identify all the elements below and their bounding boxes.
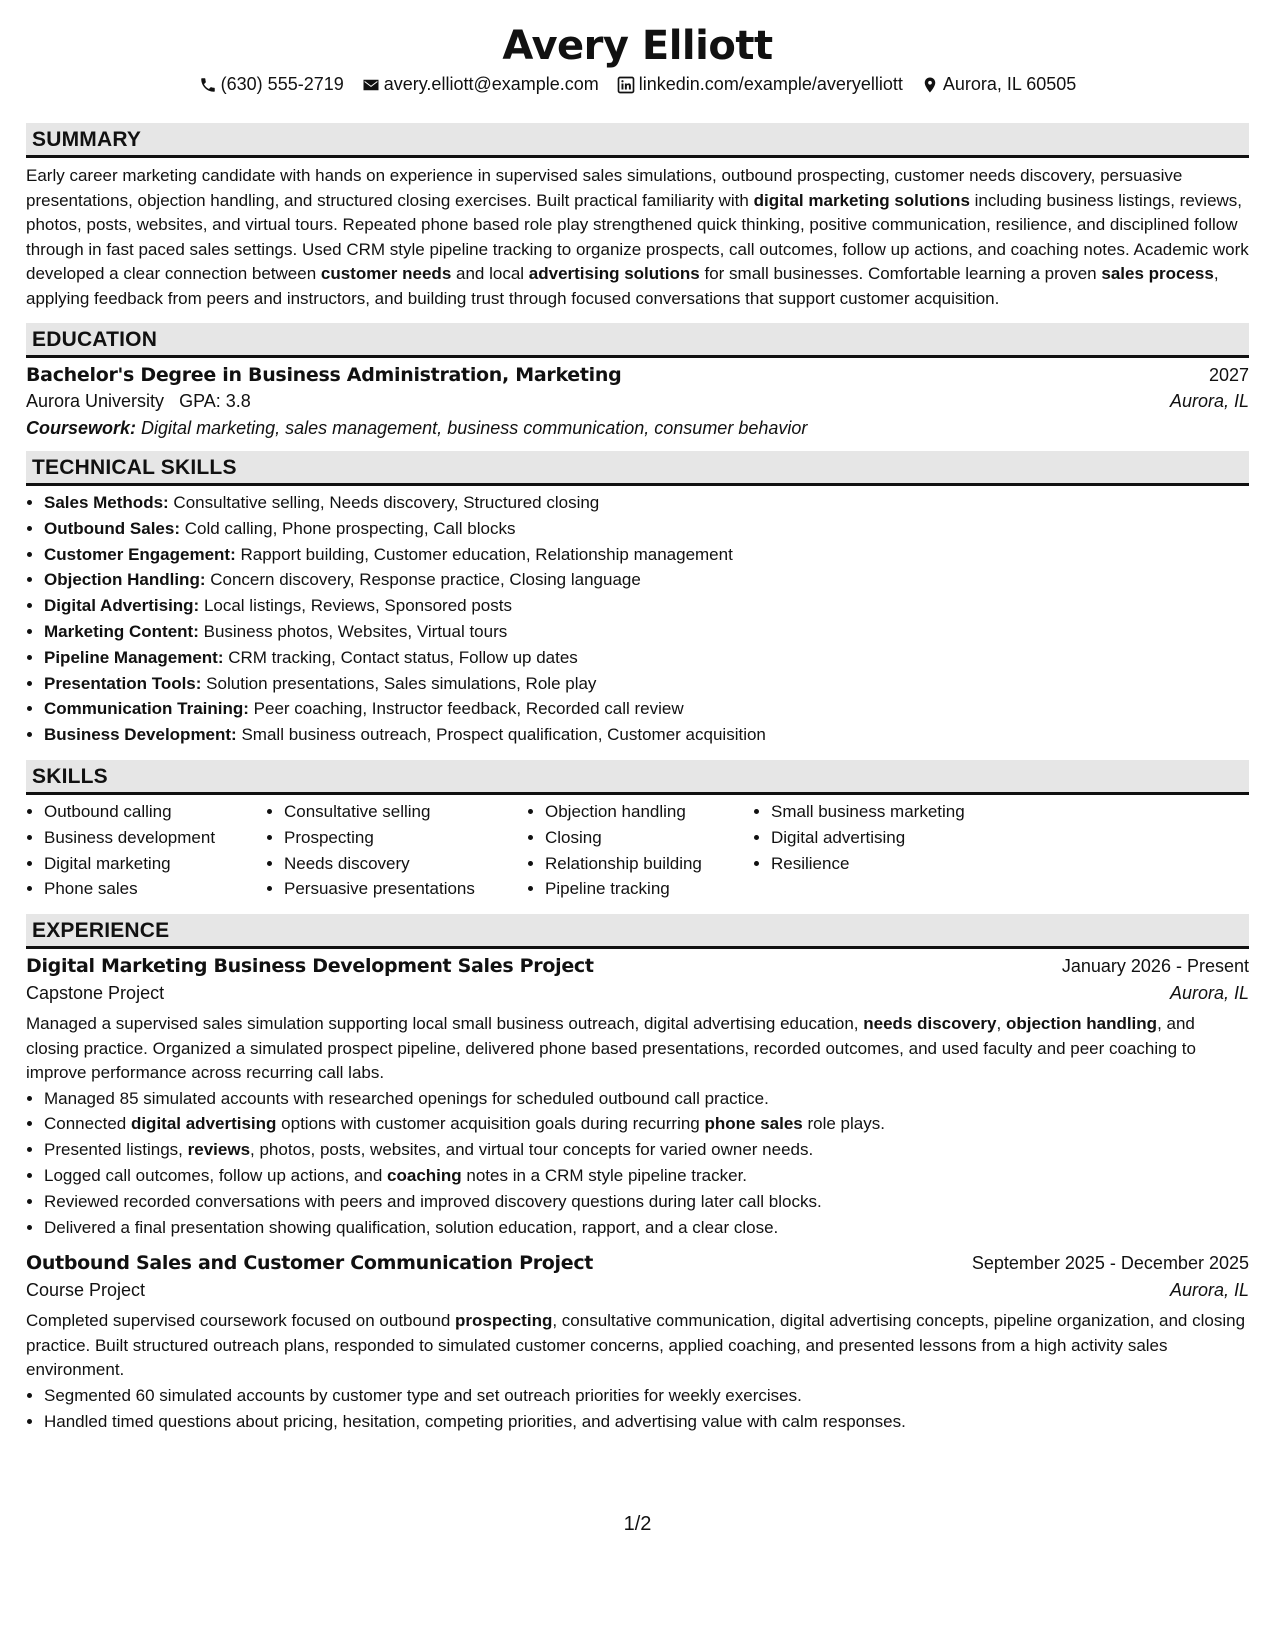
email-text: avery.elliott@example.com — [383, 74, 599, 94]
contact-email[interactable] — [362, 74, 599, 95]
skills-column — [26, 799, 266, 902]
text-run: Reviewed recorded conversations with peers and improved discovery questions during later call blocks. — [44, 1191, 822, 1211]
skill-item: • Small business marketing — [771, 799, 1021, 825]
page-number: 1/2 — [623, 1513, 652, 1535]
skill-item: • Resilience — [771, 851, 1021, 877]
skill-values: Rapport building, Customer education, Relationship management — [235, 544, 733, 564]
bold-text: digital advertising — [130, 1114, 277, 1134]
text-run: Managed 85 simulated accounts with researched openings for scheduled outbound call practice. — [44, 1088, 769, 1108]
skill-item: • Relationship building — [545, 851, 753, 877]
school-location: Aurora, IL — [1169, 391, 1249, 411]
bold-text: prospecting — [455, 1311, 553, 1331]
phone-icon — [199, 76, 217, 94]
technical-skill-item — [44, 671, 1249, 697]
bold-text: reviews — [187, 1140, 251, 1160]
skill-values: Cold calling, Phone prospecting, Call blocks — [180, 518, 516, 538]
bold-text: phone sales — [704, 1114, 803, 1134]
skill-values: Solution presentations, Sales simulations, Role play — [201, 673, 597, 693]
contact-phone[interactable] — [199, 74, 344, 95]
experience-list — [26, 955, 1249, 1434]
skill-category: Customer Engagement: — [44, 544, 236, 564]
skill-values: Business photos, Websites, Virtual tours — [198, 621, 508, 641]
summary-heading: SUMMARY — [26, 123, 1249, 158]
school-line — [26, 391, 251, 412]
bold-text: sales process — [1101, 264, 1214, 283]
skill-values: Local listings, Reviews, Sponsored posts — [199, 596, 512, 616]
skill-category: Marketing Content: — [44, 621, 199, 641]
job-bullet — [44, 1383, 1249, 1409]
text-run: Completed supervised coursework focused on outbound — [26, 1311, 456, 1331]
text-run: Delivered a final presentation showing qualification, solution education, rapport, and a clear close. — [44, 1217, 779, 1237]
coursework-line — [26, 418, 1249, 439]
skill-category: Presentation Tools: — [44, 673, 202, 693]
technical-skill-item — [44, 567, 1249, 593]
skill-item: • Business development — [44, 825, 266, 851]
bold-text: coaching — [387, 1166, 462, 1186]
text-run: , photos, posts, websites, and virtual tour concepts for varied owner needs. — [250, 1140, 814, 1160]
job-title: Outbound Sales and Customer Communication Project — [26, 1252, 594, 1275]
skill-category: Communication Training: — [44, 699, 249, 719]
bold-text: advertising solutions — [528, 264, 700, 283]
contact-linkedin[interactable] — [617, 74, 903, 95]
location-text: Aurora, IL 60505 — [942, 74, 1077, 94]
map-pin-icon — [921, 76, 939, 94]
candidate-name: Avery Elliott — [502, 23, 773, 69]
skills-column — [266, 799, 527, 902]
text-run: role plays. — [802, 1114, 885, 1134]
job-dates: January 2026 - Present — [1061, 956, 1249, 977]
degree-title: Bachelor's Degree in Business Administration, Marketing — [26, 364, 622, 386]
text-run: Presented listings, — [44, 1140, 188, 1160]
skill-category: Sales Methods: — [44, 493, 169, 512]
skill-values: Small business outreach, Prospect qualification, Customer acquisition — [236, 725, 766, 745]
skill-item: • Phone sales — [44, 876, 266, 902]
skill-values: Concern discovery, Response practice, Closing language — [205, 570, 641, 590]
skill-item: • Outbound calling — [44, 799, 266, 825]
job-bullet — [44, 1163, 1249, 1189]
job-bullet — [44, 1086, 1249, 1112]
text-run: Handled timed questions about pricing, hesitation, competing priorities, and advertising value with calm responses. — [44, 1411, 906, 1431]
skill-category: Business Development: — [44, 725, 237, 745]
technical-skills-heading: TECHNICAL SKILLS — [26, 451, 1249, 486]
skill-category: Pipeline Management: — [44, 647, 224, 667]
skill-values: Consultative selling, Needs discovery, Structured closing — [168, 493, 600, 512]
skill-category: Objection Handling: — [44, 570, 206, 590]
job-bullet — [44, 1189, 1249, 1215]
job-dates: September 2025 - December 2025 — [971, 1253, 1249, 1274]
text-run: Segmented 60 simulated accounts by customer type and set outreach priorities for weekly exercises. — [44, 1385, 802, 1405]
job-location: Aurora, IL — [1169, 1280, 1249, 1301]
envelope-icon — [362, 76, 380, 94]
job-bullet — [44, 1215, 1249, 1241]
job-bullet — [44, 1409, 1249, 1435]
text-run: , applying feedback from peers and instructors, and building trust through focused conversations that support customer acquisition. — [26, 264, 1219, 308]
education-entry — [26, 364, 1249, 439]
text-run: , and closing practice. Organized a simulated prospect pipeline, delivered phone based presentations, recorded outcomes, and used faculty and peer coaching to improve performance across recurring call labs. — [26, 1014, 1196, 1083]
job-bullet — [44, 1137, 1249, 1163]
skill-item: • Digital advertising — [771, 825, 1021, 851]
skill-values: CRM tracking, Contact status, Follow up dates — [223, 647, 578, 667]
contact-location — [921, 74, 1076, 95]
coursework-text: Digital marketing, sales management, business communication, consumer behavior — [141, 418, 808, 438]
education-heading: EDUCATION — [26, 323, 1249, 358]
text-run: including business listings, reviews, photos, posts, websites, and virtual tours. Repeated phone based role play strengthened quick thinking, positive communication, resilience, and disciplined follow through in fast paced sales settings. Used CRM style pipeline tracking to organize prospects, call outcomes, follow up actions, and coaching notes. Academic work developed a clear connection between — [26, 190, 1249, 283]
technical-skill-item — [44, 516, 1249, 542]
skill-category: Outbound Sales: — [44, 518, 180, 538]
coursework-label: Coursework: — [26, 418, 137, 438]
skills-column — [527, 799, 753, 902]
job-title: Digital Marketing Business Development Sales Project — [26, 955, 594, 978]
text-run: Connected — [44, 1114, 131, 1134]
skills-heading: SKILLS — [26, 760, 1249, 795]
skill-item: • Needs discovery — [284, 851, 527, 877]
text-run: options with customer acquisition goals during recurring — [276, 1114, 705, 1134]
job-org: Capstone Project — [26, 983, 165, 1004]
text-run: Logged call outcomes, follow up actions, and — [44, 1166, 388, 1186]
bold-text: needs discovery — [863, 1014, 997, 1034]
experience-entry — [26, 1252, 1249, 1434]
technical-skill-item — [44, 619, 1249, 645]
skill-values: Peer coaching, Instructor feedback, Recorded call review — [248, 699, 684, 719]
bold-text: objection handling — [1005, 1014, 1158, 1034]
job-bullet — [44, 1111, 1249, 1137]
text-run: , consultative communication, digital advertising concepts, pipeline organization, and closing practice. Built structured outreach plans, responded to simulated customer concerns, applied coaching, and presented lessons from a high activity sales environment. — [26, 1311, 1246, 1380]
technical-skill-item — [44, 696, 1249, 722]
contact-bar — [26, 74, 1249, 95]
skill-item: • Closing — [545, 825, 753, 851]
technical-skill-item — [44, 490, 1249, 516]
gpa: GPA: 3.8 — [179, 391, 251, 411]
phone-text: (630) 555-2719 — [220, 74, 344, 94]
skill-item: • Objection handling — [545, 799, 753, 825]
skill-item: • Digital marketing — [44, 851, 266, 877]
text-run: , — [996, 1014, 1006, 1034]
text-run: Managed a supervised sales simulation supporting local small business outreach, digital advertising education, — [26, 1014, 864, 1034]
experience-heading: EXPERIENCE — [26, 914, 1249, 949]
job-location: Aurora, IL — [1169, 983, 1249, 1004]
skill-item: • Persuasive presentations — [284, 876, 527, 902]
linkedin-text: linkedin.com/example/averyelliott — [638, 74, 903, 94]
skill-item: • Pipeline tracking — [545, 876, 753, 902]
technical-skill-item — [44, 722, 1249, 748]
technical-skills-list — [26, 490, 1249, 748]
technical-skill-item — [44, 645, 1249, 671]
text-run: notes in a CRM style pipeline tracker. — [461, 1166, 748, 1186]
linkedin-icon — [617, 76, 635, 94]
text-run: and local — [451, 264, 529, 283]
skill-category: Digital Advertising: — [44, 596, 200, 616]
skill-item: • Prospecting — [284, 825, 527, 851]
bold-text: digital marketing solutions — [753, 190, 970, 210]
technical-skill-item — [44, 542, 1249, 568]
skills-grid — [26, 799, 1249, 902]
job-bullets — [26, 1086, 1249, 1241]
skill-item: • Consultative selling — [284, 799, 527, 825]
graduation-year: 2027 — [1208, 365, 1249, 385]
school-name: Aurora University — [26, 391, 165, 411]
text-run: for small businesses. Comfortable learning a proven — [699, 264, 1102, 283]
text-run: Early career marketing candidate with hands on experience in supervised sales simulations, outbound prospecting, customer needs discovery, persuasive presentations, objection handling, and structured closing exercises. Built practical familiarity with — [26, 166, 1183, 210]
summary-text — [26, 164, 1249, 311]
job-summary — [26, 1012, 1249, 1086]
job-summary — [26, 1309, 1249, 1383]
job-org: Course Project — [26, 1280, 146, 1301]
experience-entry — [26, 955, 1249, 1240]
job-bullets — [26, 1383, 1249, 1435]
skills-column — [753, 799, 1021, 902]
bold-text: customer needs — [320, 264, 452, 283]
technical-skill-item — [44, 593, 1249, 619]
